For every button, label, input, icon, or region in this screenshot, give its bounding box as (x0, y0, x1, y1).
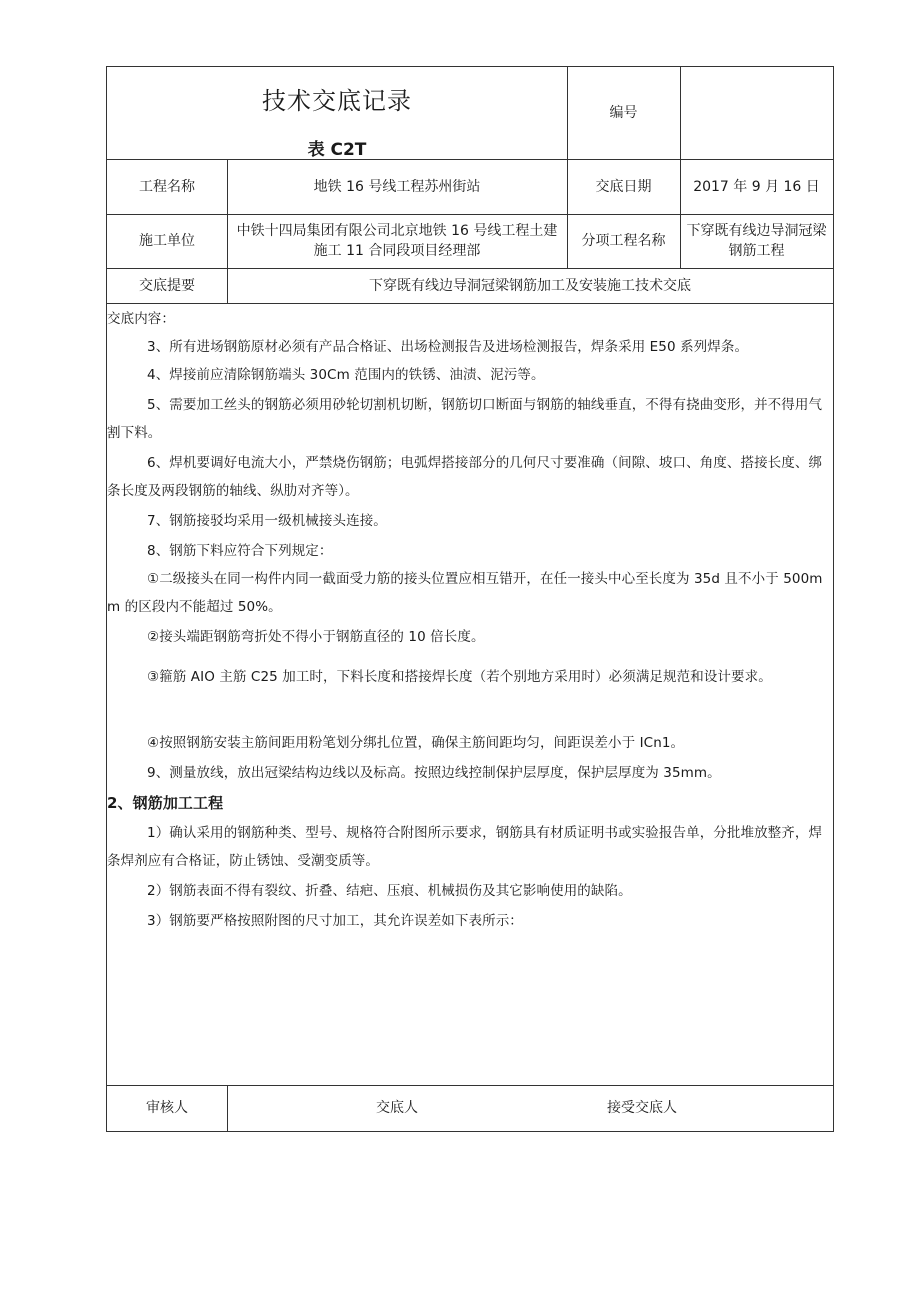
form-code: 表 C2T (307, 140, 367, 160)
section-item: 2）钢筋表面不得有裂纹、折叠、结疤、压痕、机械损伤及其它影响使用的缺陷。 (147, 883, 632, 899)
content-item: 5、需要加工丝头的钢筋必须用砂轮切割机切断，钢筋切口断面与钢筋的轴线垂直，不得有挠曲变形，并不得用气割下料。 (107, 397, 823, 441)
reviewer-label: 审核人 (146, 1100, 188, 1116)
row-divider (107, 303, 833, 304)
number-value (680, 67, 833, 159)
sub-project-value: 下穿既有线边导洞冠梁钢筋工程 (686, 223, 827, 259)
content-item: ①二级接头在同一构件内同一截面受力筋的接头位置应相互错开，在任一接头中心至长度为 35d 且不小于 500mm 的区段内不能超过 50%。 (107, 571, 823, 615)
disclosure-date-label: 交底日期 (595, 178, 652, 195)
discloser-label: 交底人 (376, 1100, 418, 1116)
content-item: 9、测量放线，放出冠梁结构边线以及标高。按照边线控制保护层厚度，保护层厚度为 35mm。 (147, 765, 721, 781)
document-title: 技术交底记录 (262, 87, 412, 115)
content-item: 3、所有进场钢筋原材必须有产品合格证、出场检测报告及进场检测报告，焊条采用 E50 系列焊条。 (147, 339, 749, 355)
content-item: ④按照钢筋安装主筋间距用粉笔划分绑扎位置，确保主筋间距均匀，间距误差小于 ICn1。 (147, 735, 685, 751)
project-name-value: 地铁 16 号线工程苏州街站 (313, 178, 481, 195)
section-item: 1）确认采用的钢筋种类、型号、规格符合附图所示要求，钢筋具有材质证明书或实验报告单，分批堆放整齐，焊条焊剂应有合格证，防止锈蚀、受潮变质等。 (107, 825, 823, 869)
construction-unit-label: 施工单位 (139, 233, 195, 249)
column-divider (227, 1085, 228, 1131)
content-item: ②接头端距钢筋弯折处不得小于钢筋直径的 10 倍长度。 (147, 629, 485, 645)
content-item: 4、焊接前应清除钢筋端头 30Cm 范围内的铁锈、油渍、泥污等。 (147, 367, 545, 383)
disclosure-date-value: 2017 年 9 月 16 日 (693, 178, 820, 195)
content-item: 7、钢筋接驳均采用一级机械接头连接。 (147, 513, 387, 529)
technical-disclosure-form (106, 66, 834, 1132)
content-item: ③箍筋 AIO 主筋 C25 加工时，下料长度和搭接焊长度（若个别地方采用时）必须满足规范和设计要求。 (147, 669, 772, 685)
content-heading: 交底内容： (107, 311, 175, 327)
summary-value: 下穿既有线边导洞冠梁钢筋加工及安装施工技术交底 (369, 277, 691, 294)
construction-unit-value: 中铁十四局集团有限公司北京地铁 16 号线工程土建施工 11 合同段项目经理部 (236, 223, 558, 259)
project-name-label: 工程名称 (139, 178, 195, 195)
number-label: 编号 (609, 105, 638, 121)
content-item: 8、钢筋下料应符合下列规定： (147, 543, 333, 559)
receiver-label: 接受交底人 (607, 1100, 677, 1116)
content-item: 6、焊机要调好电流大小，严禁烧伤钢筋；电弧焊搭接部分的几何尺寸要准确（间隙、坡口、角度、搭接长度、绑条长度及两段钢筋的轴线、纵肋对齐等）。 (107, 455, 823, 499)
section-item: 3）钢筋要严格按照附图的尺寸加工，其允许误差如下表所示： (147, 913, 523, 929)
summary-label: 交底提要 (139, 277, 195, 294)
sub-project-label: 分项工程名称 (581, 233, 666, 249)
section-title: 2、钢筋加工工程 (107, 794, 224, 812)
